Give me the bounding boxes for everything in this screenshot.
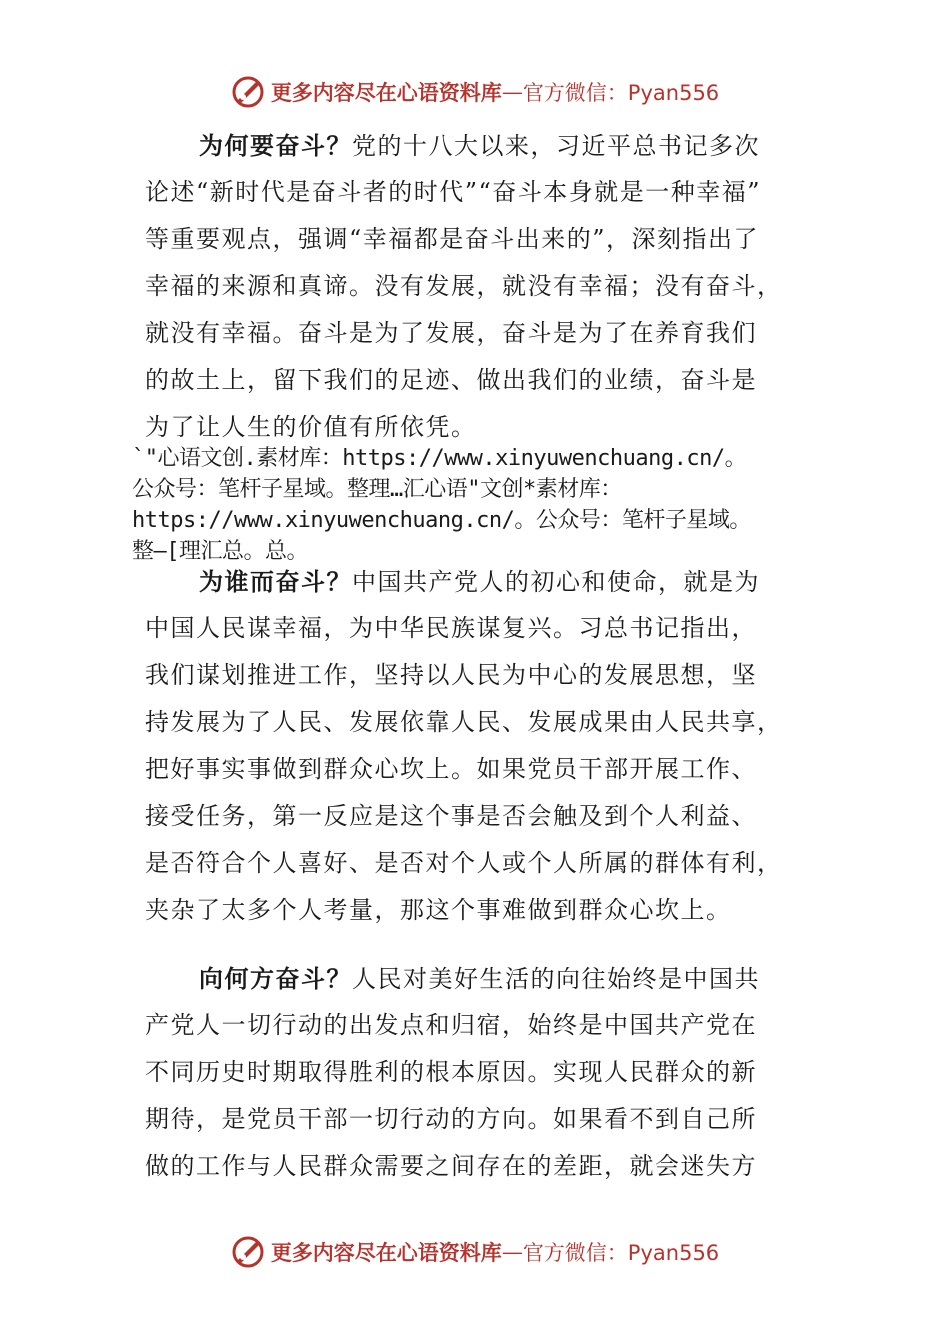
paragraph-line: 我们谋划推进工作，坚持以人民为中心的发展思想，坚: [145, 661, 757, 689]
paragraph-line: 为了让人生的价值有所依凭。: [145, 413, 477, 441]
paragraph-line: 中国人民谋幸福，为中华民族谋复兴。习总书记指出，: [145, 614, 757, 642]
paragraph-lead: 向何方奋斗？: [199, 964, 352, 993]
source-line: `"心语文创.素材库：https://www.xinyuwenchuang.cn/。: [132, 446, 747, 471]
paragraph-which-direction: [145, 955, 810, 1190]
banner-separator: —: [501, 1240, 523, 1264]
banner-title: 更多内容尽在心语资料库: [270, 1240, 502, 1265]
footer-banner: [0, 1232, 950, 1272]
paragraph-line: 持发展为了人民、发展依靠人民、发展成果由人民共享，: [145, 708, 783, 736]
paragraph-line: 的故土上，留下我们的足迹、做出我们的业绩，奋斗是: [145, 366, 757, 394]
header-banner: [0, 72, 950, 112]
source-note: [132, 443, 842, 567]
paragraph-line: 夹杂了太多个人考量，那这个事难做到群众心坎上。: [145, 896, 732, 924]
source-line: 公众号：笔杆子星域。整理…汇心语"文创*素材库：: [132, 477, 622, 502]
paragraph-line: 等重要观点，强调“幸福都是奋斗出来的”，深刻指出了: [145, 225, 760, 253]
paragraph-line: 为谁而奋斗？中国共产党人的初心和使命，就是为: [199, 567, 760, 596]
pen-circle-logo-icon: [231, 1235, 265, 1269]
banner-separator: —: [501, 80, 523, 104]
paragraph-line: 向何方奋斗？人民对美好生活的向往始终是中国共: [199, 964, 760, 993]
paragraph-line: 不同历史时期取得胜利的根本原因。实现人民群众的新: [145, 1058, 757, 1086]
paragraph-line: 期待，是党员干部一切行动的方向。如果看不到自己所: [145, 1105, 757, 1133]
paragraph-line: 产党人一切行动的出发点和归宿，始终是中国共产党在: [145, 1011, 757, 1039]
paragraph-lead: 为谁而奋斗？: [199, 567, 352, 596]
banner-wechat: 官方微信：Pyan556: [522, 1241, 720, 1265]
paragraph-line: 幸福的来源和真谛。没有发展，就没有幸福；没有奋斗，: [145, 272, 783, 300]
banner-title: 更多内容尽在心语资料库: [270, 80, 502, 105]
paragraph-line: 就没有幸福。奋斗是为了发展，奋斗是为了在养育我们: [145, 319, 757, 347]
paragraph-line: 接受任务，第一反应是这个事是否会触及到个人利益、: [145, 802, 757, 830]
source-line: https://www.xinyuwenchuang.cn/。公众号：笔杆子星域。: [132, 508, 751, 533]
banner-wechat: 官方微信：Pyan556: [522, 81, 720, 105]
source-line: 整—[理汇总。总。: [132, 539, 308, 564]
paragraph-line: 是否符合个人喜好、是否对个人或个人所属的群体有利，: [145, 849, 783, 877]
paragraph-why-strive: [145, 122, 810, 451]
paragraph-lead: 为何要奋斗？: [199, 131, 352, 160]
paragraph-for-whom: [145, 558, 810, 934]
paragraph-line: 论述“新时代是奋斗者的时代”“奋斗本身就是一种幸福”: [145, 178, 762, 206]
paragraph-line: 把好事实事做到群众心坎上。如果党员干部开展工作、: [145, 755, 757, 783]
paragraph-line: 为何要奋斗？党的十八大以来，习近平总书记多次: [199, 131, 760, 160]
pen-circle-logo-icon: [231, 75, 265, 109]
paragraph-line: 做的工作与人民群众需要之间存在的差距，就会迷失方: [145, 1152, 757, 1180]
